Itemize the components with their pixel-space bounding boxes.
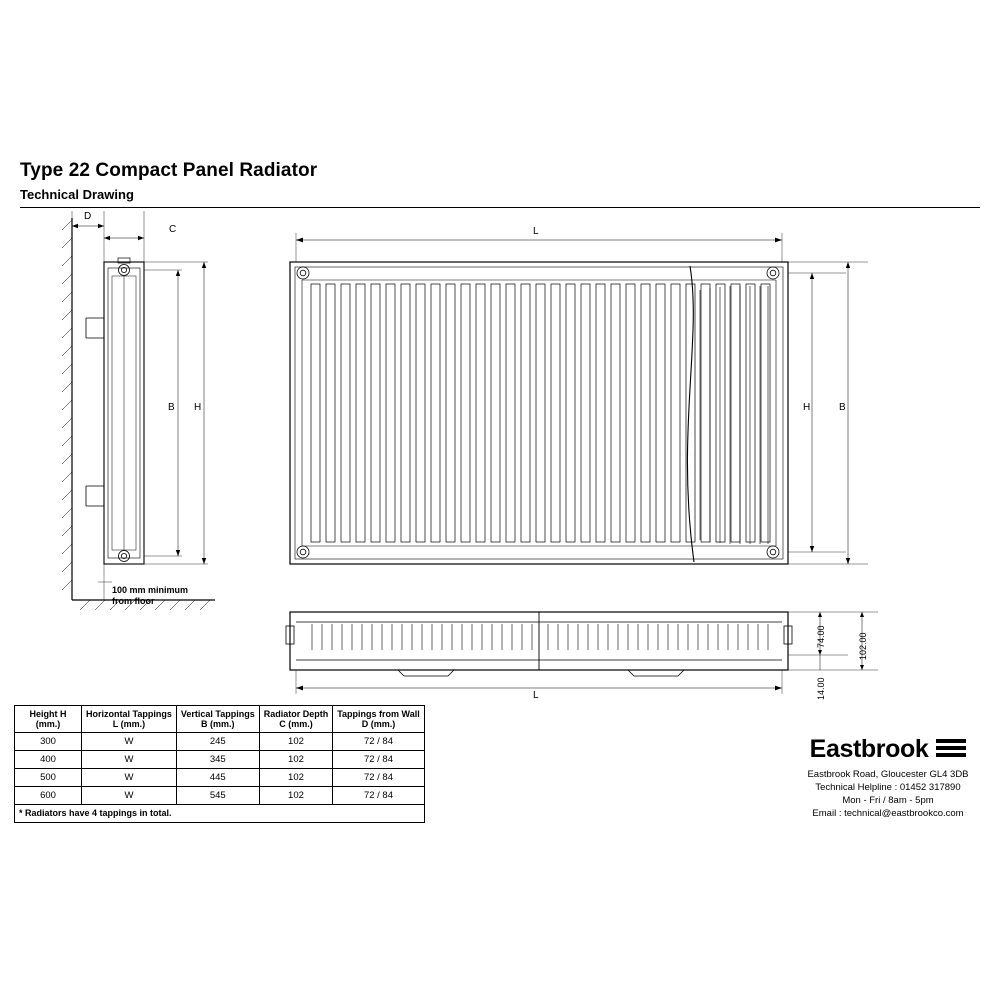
- header-line2: L (mm.): [112, 719, 146, 729]
- cell-tappings-from-wall: 72 / 84: [333, 733, 425, 751]
- header-line1: Height H: [29, 709, 67, 719]
- table-header-horizontal-tappings: [82, 706, 177, 733]
- cell-radiator-depth: 102: [259, 769, 333, 787]
- cell-horizontal-tappings: W: [82, 769, 177, 787]
- cell-height: 400: [15, 751, 82, 769]
- cell-horizontal-tappings: W: [82, 751, 177, 769]
- plan-dim-label-depth-panel: 74.00: [816, 625, 826, 648]
- cell-vertical-tappings: 345: [176, 751, 259, 769]
- side-dim-label-d: D: [84, 211, 92, 222]
- plan-dim-label-depth-total: 102.00: [858, 632, 868, 660]
- company-email: Email : technical@eastbrookco.com: [812, 808, 964, 819]
- header-line2: B (mm.): [201, 719, 235, 729]
- cell-radiator-depth: 102: [259, 733, 333, 751]
- header-line1: Vertical Tappings: [180, 709, 255, 719]
- table-header-row: [15, 706, 425, 733]
- company-block: [790, 735, 986, 820]
- table-row: [15, 751, 425, 769]
- cell-vertical-tappings: 245: [176, 733, 259, 751]
- page-subtitle: Technical Drawing: [20, 187, 134, 202]
- plan-dim-label-l: L: [533, 690, 539, 701]
- cell-radiator-depth: 102: [259, 751, 333, 769]
- plan-dim-label-depth-foot: 14.00: [816, 677, 826, 700]
- header-line2: C (mm.): [279, 719, 313, 729]
- cell-vertical-tappings: 545: [176, 787, 259, 805]
- table-row: [15, 733, 425, 751]
- floor-clearance-note: [112, 585, 222, 607]
- side-dim-label-c: C: [169, 224, 177, 235]
- cell-height: 600: [15, 787, 82, 805]
- company-name: Eastbrook: [809, 735, 929, 763]
- cell-tappings-from-wall: 72 / 84: [333, 751, 425, 769]
- front-dim-label-b: B: [839, 402, 846, 413]
- cell-height: 300: [15, 733, 82, 751]
- header-line1: Tappings from Wall: [337, 709, 420, 719]
- logo-bars-icon: [936, 739, 966, 760]
- table-footnote-row: [15, 805, 425, 823]
- specification-table: [14, 705, 425, 823]
- cell-tappings-from-wall: 72 / 84: [333, 787, 425, 805]
- header-line1: Radiator Depth: [263, 709, 329, 719]
- table-footnote: * Radiators have 4 tappings in total.: [15, 805, 425, 823]
- side-dim-label-b: B: [168, 402, 175, 413]
- front-dim-label-l: L: [533, 226, 539, 237]
- company-logo: [790, 735, 986, 764]
- cell-vertical-tappings: 445: [176, 769, 259, 787]
- cell-tappings-from-wall: 72 / 84: [333, 769, 425, 787]
- side-dim-label-h: H: [194, 402, 202, 413]
- cell-horizontal-tappings: W: [82, 733, 177, 751]
- page-title: Type 22 Compact Panel Radiator: [20, 160, 318, 181]
- cell-horizontal-tappings: W: [82, 787, 177, 805]
- header-line1: Horizontal Tappings: [86, 709, 172, 719]
- floor-note-line2: from floor: [112, 596, 155, 606]
- table-header-height: [15, 706, 82, 733]
- company-details: [790, 768, 986, 820]
- company-address: Eastbrook Road, Gloucester GL4 3DB: [807, 769, 969, 780]
- table-header-radiator-depth: [259, 706, 333, 733]
- table-row: [15, 787, 425, 805]
- table-row: [15, 769, 425, 787]
- floor-note-line1: 100 mm minimum: [112, 585, 189, 595]
- front-dim-label-h: H: [803, 402, 811, 413]
- header-line2: (mm.): [35, 719, 61, 729]
- header-line2: D (mm.): [361, 719, 396, 729]
- cell-height: 500: [15, 769, 82, 787]
- company-helpline: Technical Helpline : 01452 317890: [815, 782, 961, 793]
- cell-radiator-depth: 102: [259, 787, 333, 805]
- table-header-tappings-from-wall: [333, 706, 425, 733]
- company-hours: Mon - Fri / 8am - 5pm: [842, 795, 934, 806]
- table-header-vertical-tappings: [176, 706, 259, 733]
